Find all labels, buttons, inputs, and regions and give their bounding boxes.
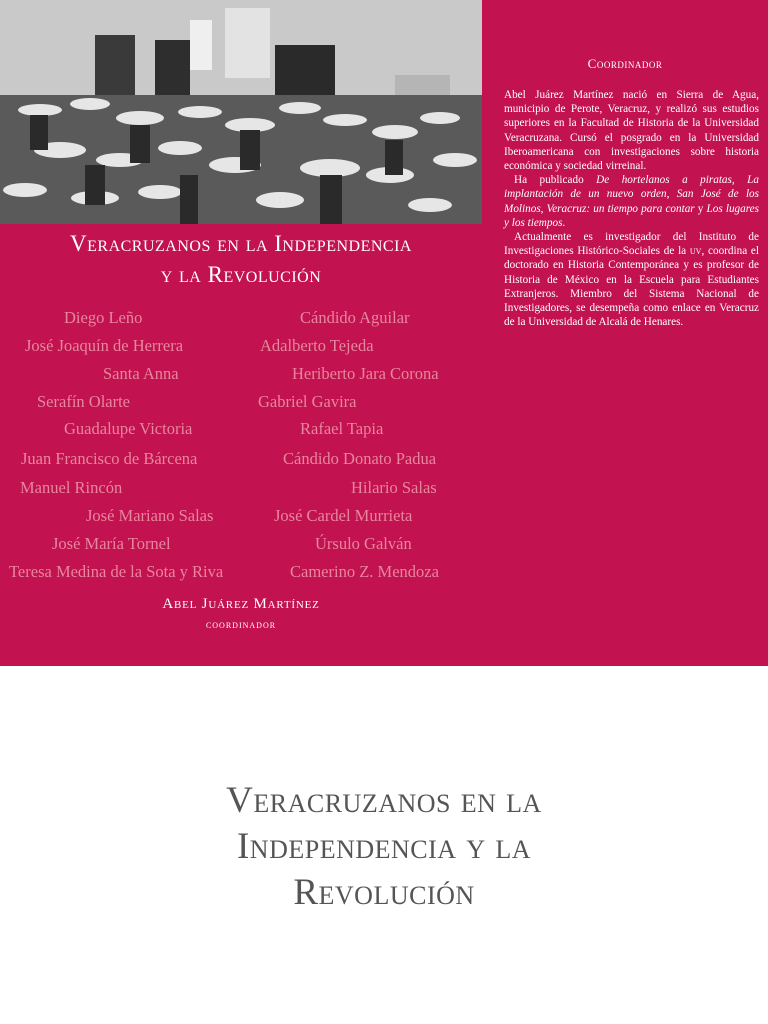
featured-name: Guadalupe Victoria [64,419,193,438]
featured-name: Cándido Aguilar [300,308,410,327]
featured-name: Diego Leño [64,308,143,327]
featured-name: Cándido Donato Padua [283,449,437,468]
front-title-line-1: Veracruzanos en la Independencia [70,231,412,256]
author-biography [504,88,759,329]
featured-name: Santa Anna [103,364,179,383]
crowd-photo-image [0,0,482,224]
featured-name: Hilario Salas [351,478,437,497]
bio-paragraph-3 [504,230,759,329]
book-title: Veracruz: un tiempo para contar [546,202,695,215]
bio-paragraph-2: Ha publicado De hortelanos a piratas, La implantación de un nuevo orden, San José de los Molinos, Veracruz: un tiempo para contar y Los lugares y los tiempos. [504,174,760,229]
bio-paragraph-3-start: Actualmente es investigador del Instituto de Investigaciones Histórico-Sociales de la [504,231,759,258]
university-abbreviation: uv [689,245,702,258]
featured-name: Rafael Tapia [300,419,384,438]
front-title-line-2: y la Revolución [160,262,322,287]
featured-name: Juan Francisco de Bárcena [21,449,198,468]
back-cover-column [482,0,768,666]
book-title: De hortelanos a piratas [596,174,732,187]
bio-publications-intro: Ha publicado [514,174,584,187]
featured-name: Gabriel Gavira [258,392,357,411]
featured-name: José María Tornel [52,534,171,553]
featured-name: Teresa Medina de la Sota y Riva [9,562,224,581]
bio-paragraph-3-end: , coordina el doctorado en Historia Contemporánea y es profesor de Historia de México en la Escuela para Estudiantes Extranjeros. Miembro del Sistema Nacional de Investigadores, se desempeña como enlace en Veracruz de la Universidad de Alcalá de Henares. [504,245,759,329]
inner-title-line-3: Revolución [293,872,475,913]
featured-name: Manuel Rincón [20,478,123,497]
featured-name: Adalberto Tejeda [260,336,374,355]
inner-title-line-1: Veracruzanos en la [226,780,542,821]
inner-title-line-2: Independencia y la [236,826,532,867]
author-name: Abel Juárez Martínez [162,596,320,612]
featured-name: Heriberto Jara Corona [292,364,439,383]
bio-conjunction: y [697,202,704,215]
inner-title-page [0,778,768,916]
featured-name: Camerino Z. Mendoza [290,562,439,581]
featured-name: José Cardel Murrieta [274,506,413,525]
featured-name: Úrsulo Galván [315,534,412,553]
book-title: Los lugares y los tiempos [504,202,759,229]
featured-name: José Mariano Salas [86,506,214,525]
coordinator-heading: Coordinador [587,56,663,71]
featured-name: José Joaquín de Herrera [25,336,184,355]
front-cover-title [0,228,482,290]
author-role: coordinador [205,619,277,631]
featured-name: Serafín Olarte [37,392,130,411]
historical-crowd-photo [0,0,482,224]
book-title: San José de los Molinos [504,188,760,215]
bio-paragraph-1: Abel Juárez Martínez nació en Sierra de Agua, municipio de Perote, Veracruz, y realizó sus estudios superiores en la Facultad de Historia de la Universidad Veracruzana. Cursó el posgrado en la Universidad Iberoamericana con investigaciones sobre historia económica y sociedad virreinal. [504,89,759,173]
book-title: La implantación de un nuevo orden [504,174,759,201]
